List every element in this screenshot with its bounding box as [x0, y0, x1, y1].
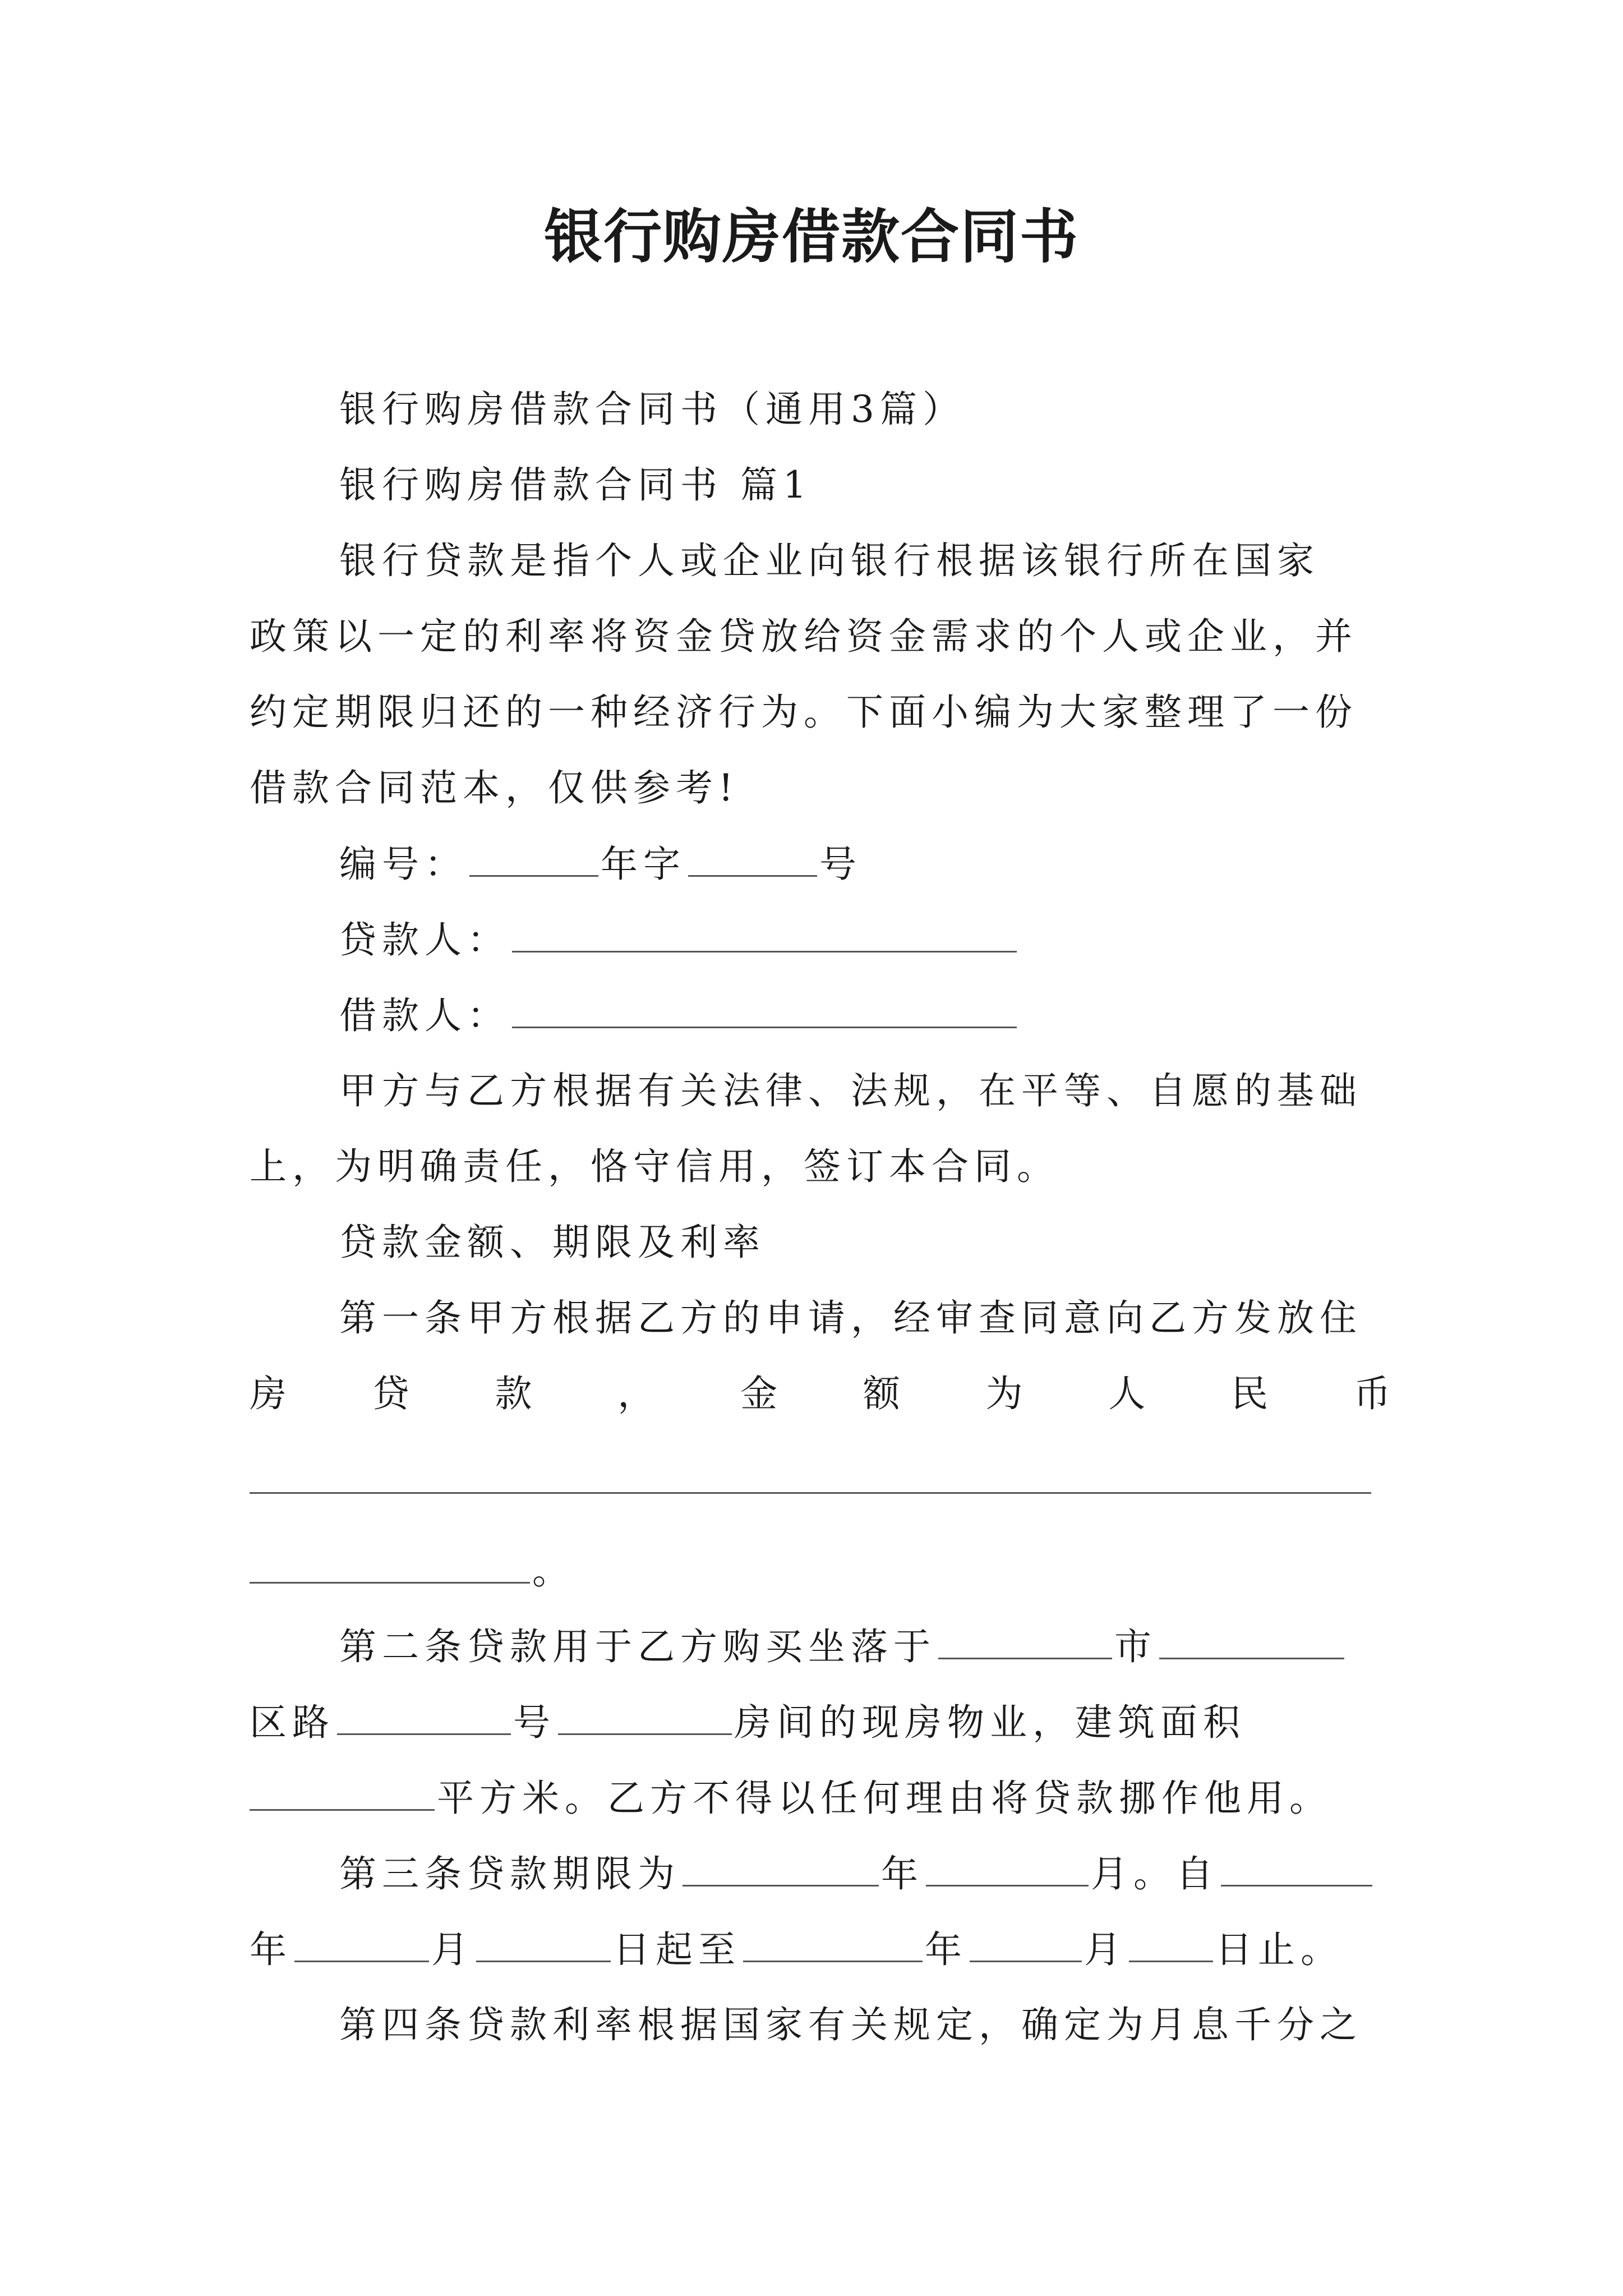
article2-hao: 号 [513, 1701, 556, 1744]
article2-text-5: 房间的现房物业，建筑面积 [734, 1701, 1246, 1744]
article3-nian-2: 年 [250, 1928, 292, 1971]
article1-char: 人 [1108, 1372, 1146, 1415]
area-blank[interactable] [250, 1770, 435, 1811]
end-day-blank[interactable] [1129, 1921, 1213, 1962]
article1-line-2 [250, 1366, 1391, 1422]
city-blank[interactable] [938, 1618, 1112, 1659]
article3-nian-3: 年 [925, 1928, 967, 1971]
article3-yue-2: 月 [431, 1928, 474, 1971]
article1-line-1: 第一条甲方根据乙方的申请，经审查同意向乙方发放住 [339, 1296, 1362, 1340]
article3-line-1 [250, 1846, 1391, 1902]
article2-line-3 [250, 1770, 1391, 1826]
article3-ri-qi-zhi: 日起至 [613, 1928, 741, 1971]
document-title: 银行购房借款合同书 [543, 202, 1079, 271]
road-blank[interactable] [337, 1694, 511, 1735]
term-month-blank[interactable] [926, 1846, 1089, 1887]
intro-line-3: 约定期限归还的一种经济行为。下面小编为大家整理了一份 [250, 691, 1358, 734]
number-blank-2[interactable] [688, 836, 817, 877]
article1-char: 币 [1353, 1372, 1391, 1415]
article2-line-1 [250, 1618, 1391, 1675]
borrower-blank[interactable] [512, 987, 1017, 1028]
start-month-blank[interactable] [294, 1921, 429, 1962]
article1-line-3 [250, 1543, 1391, 1599]
number-year-char: 年字 [601, 843, 686, 886]
subtitle: 银行购房借款合同书（通用3篇） [339, 388, 965, 431]
lender-blank[interactable] [512, 912, 1017, 953]
district-blank[interactable] [1159, 1618, 1344, 1659]
article1-char: ， [617, 1372, 655, 1415]
section-title: 贷款金额、期限及利率 [339, 1221, 766, 1264]
article4-line-1: 第四条贷款利率根据国家有关规定，确定为月息千分之 [339, 2003, 1362, 2046]
article1-char: 金 [740, 1372, 778, 1415]
intro-line-2: 政策以一定的利率将资金贷放给资金需求的个人或企业，并 [250, 615, 1358, 658]
article3-yue-3: 月 [1084, 1928, 1127, 1971]
article2-road: 区路 [250, 1701, 335, 1744]
amount-blank-rule[interactable] [250, 1492, 1371, 1494]
article1-char: 为 [985, 1372, 1023, 1415]
article2-line-2 [250, 1694, 1391, 1751]
article1-char: 房 [250, 1372, 287, 1415]
start-year-blank[interactable] [1221, 1846, 1372, 1887]
preamble-line-2: 上，为明确责任，恪守信用，签订本合同。 [250, 1145, 1059, 1188]
number-blank-1[interactable] [469, 836, 598, 877]
number-hao: 号 [819, 843, 862, 886]
lender-line [250, 912, 1391, 968]
intro-line-1: 银行贷款是指个人或企业向银行根据该银行所在国家 [339, 539, 1320, 582]
room-blank[interactable] [558, 1694, 732, 1735]
number-label: 编号： [339, 843, 467, 886]
article3-yue-zi: 月。自 [1091, 1852, 1219, 1895]
borrower-line [250, 987, 1391, 1044]
article2-text-6: 平方米。乙方不得以任何理由将贷款挪作他用。 [437, 1777, 1332, 1820]
end-month-blank[interactable] [970, 1921, 1082, 1962]
term-year-blank[interactable] [683, 1846, 879, 1887]
article3-text-1: 第三条贷款期限为 [339, 1852, 680, 1895]
article3-ri-zhi: 日止。 [1215, 1928, 1343, 1971]
article3-nian: 年 [881, 1852, 924, 1895]
article1-char: 额 [863, 1372, 900, 1415]
borrower-label: 借款人： [339, 994, 510, 1037]
number-line [250, 836, 1391, 892]
article1-char: 贷 [372, 1372, 409, 1415]
article1-end: 。 [532, 1549, 575, 1593]
article2-city: 市 [1114, 1625, 1157, 1668]
article2-text-1: 第二条贷款用于乙方购买坐落于 [339, 1625, 936, 1668]
amount-blank-short[interactable] [250, 1543, 530, 1584]
article1-char: 款 [495, 1372, 532, 1415]
preamble-line-1: 甲方与乙方根据有关法律、法规，在平等、自愿的基础 [339, 1069, 1362, 1112]
intro-line-4: 借款合同范本，仅供参考! [250, 766, 739, 809]
end-year-blank[interactable] [743, 1921, 923, 1962]
section-heading: 银行购房借款合同书 篇1 [339, 463, 812, 507]
start-day-blank[interactable] [476, 1921, 611, 1962]
article3-line-2 [250, 1921, 1391, 1978]
lender-label: 贷款人： [339, 918, 510, 961]
article1-char: 民 [1231, 1372, 1269, 1415]
